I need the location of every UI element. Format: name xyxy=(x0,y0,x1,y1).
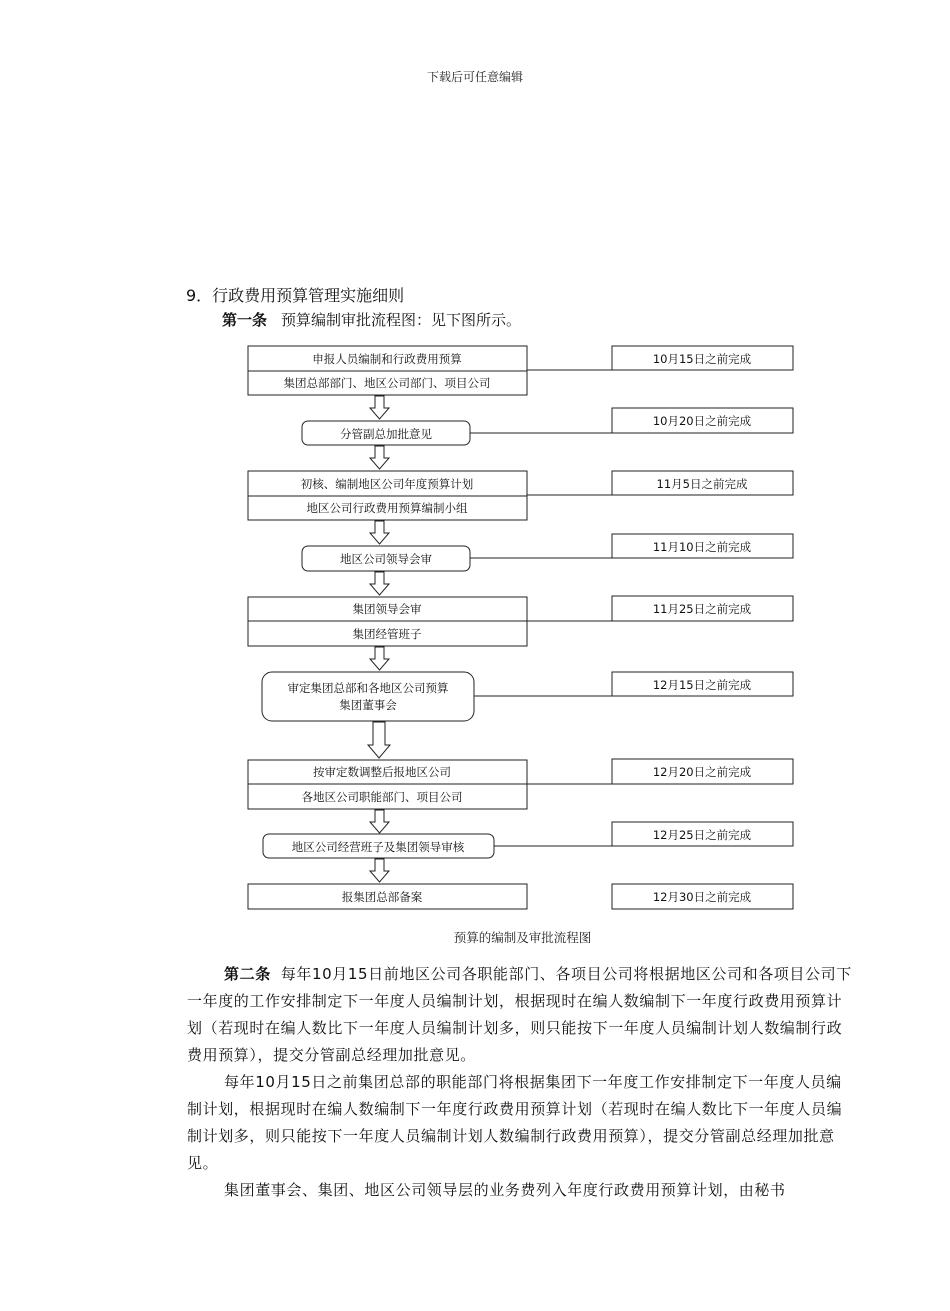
deadline-text: 12月15日之前完成 xyxy=(652,678,752,692)
down-arrow-icon xyxy=(368,722,390,758)
flow-action-text: 审定集团总部和各地区公司预算 xyxy=(287,681,449,695)
deadline-text: 11月10日之前完成 xyxy=(652,540,752,554)
paragraph xyxy=(187,1177,857,1204)
article-one-lead: 第一条 xyxy=(222,311,268,329)
article-one-text: 预算编制审批流程图：见下图所示。 xyxy=(281,311,522,329)
article-two-lead: 第二条 xyxy=(224,965,271,983)
flow-action-text: 地区公司经营班子及集团领导审核 xyxy=(291,840,465,854)
deadline-text: 12月25日之前完成 xyxy=(652,828,752,842)
paragraph xyxy=(187,1069,857,1177)
flow-action-text: 地区公司领导会审 xyxy=(340,552,432,566)
deadline-text: 10月20日之前完成 xyxy=(652,414,752,428)
flow-action-text: 按审定数调整后报地区公司 xyxy=(313,765,451,779)
article-two xyxy=(187,961,857,1204)
flow-step-1 xyxy=(248,346,793,395)
down-arrow-icon xyxy=(370,572,389,595)
header-note: 下载后可任意编辑 xyxy=(426,70,523,84)
flow-action-text: 申报人员编制和行政费用预算 xyxy=(312,352,462,366)
flow-action-text: 报集团总部备案 xyxy=(341,890,423,904)
flow-actor-text: 集团总部部门、地区公司部门、项目公司 xyxy=(283,376,491,390)
down-arrow-icon xyxy=(370,859,389,882)
flow-step-7 xyxy=(248,759,793,809)
paragraph-text: 每年10月15日之前集团总部的职能部门将根据集团下一年度工作安排制定下一年度人员编制计划，根据现时在编人数编制下一年度行政费用预算计划（若现时在编人数比下一年度人员编制计划多，则只能按下一年度人员编制计划人数编制行政费用预算），提交分管副总经理加批意见。 xyxy=(187,1073,843,1172)
flow-actor-text: 集团经管班子 xyxy=(352,627,422,641)
flow-step-9 xyxy=(248,884,793,909)
deadline-text: 12月30日之前完成 xyxy=(652,890,752,904)
flow-actor-text: 地区公司行政费用预算编制小组 xyxy=(306,501,468,515)
deadline-text: 11月25日之前完成 xyxy=(652,602,752,616)
down-arrow-icon xyxy=(370,521,389,544)
paragraph-text: 集团董事会、集团、地区公司领导层的业务费列入年度行政费用预算计划，由秘书 xyxy=(224,1181,786,1199)
deadline-text: 12月20日之前完成 xyxy=(652,765,752,779)
flow-action-text: 集团领导会审 xyxy=(352,602,422,616)
flow-step-6 xyxy=(262,672,793,721)
section-title: 9．行政费用预算管理实施细则 xyxy=(186,286,405,305)
flow-step-8 xyxy=(263,822,793,858)
paragraph-text: 每年10月15日前地区公司各职能部门、各项目公司将根据地区公司和各项目公司下一年度的工作安排制定下一年度人员编制计划，根据现时在编人数编制下一年度行政费用预算计划（若现时在编人数比下一年度人员编制计划多，则只能按下一年度人员编制计划人数编制行政费用预算），提交分管副总经理加批意见。 xyxy=(187,965,852,1064)
deadline-text: 10月15日之前完成 xyxy=(652,352,752,366)
flow-action-text: 分管副总加批意见 xyxy=(340,427,432,441)
flow-action-box xyxy=(262,672,474,721)
flowchart-caption: 预算的编制及审批流程图 xyxy=(453,930,592,945)
paragraph xyxy=(187,961,857,1069)
flow-actor-text: 各地区公司职能部门、项目公司 xyxy=(301,790,463,804)
flow-actor-text: 集团董事会 xyxy=(339,698,397,712)
deadline-text: 11月5日之前完成 xyxy=(656,477,748,491)
down-arrow-icon xyxy=(370,647,389,670)
down-arrow-icon xyxy=(370,396,389,419)
flow-step-3 xyxy=(248,471,793,520)
down-arrow-icon xyxy=(370,446,389,469)
flow-action-text: 初核、编制地区公司年度预算计划 xyxy=(300,477,474,491)
down-arrow-icon xyxy=(370,810,389,833)
flow-step-5 xyxy=(248,596,793,646)
